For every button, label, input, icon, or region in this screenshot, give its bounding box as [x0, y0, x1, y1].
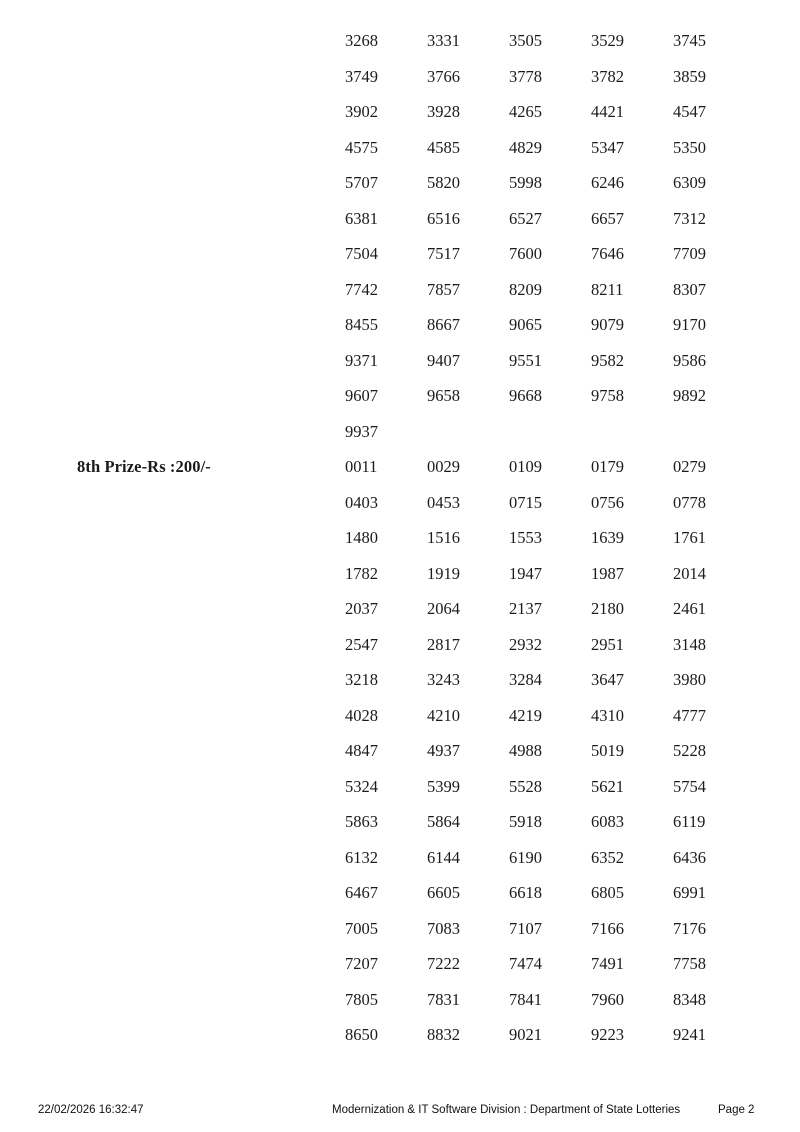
winning-number: 5350	[673, 137, 706, 157]
winning-number: 1919	[427, 563, 460, 583]
winning-number: 6083	[591, 812, 624, 831]
winning-number: 5863	[345, 812, 378, 831]
winning-number: 6436	[673, 847, 706, 867]
winning-number: 4310	[591, 705, 624, 725]
winning-number: 5324	[345, 776, 378, 796]
winning-number: 7646	[591, 244, 624, 263]
footer-datetime: 22/02/2026 16:32:47	[38, 1104, 144, 1116]
winning-number: 5228	[673, 741, 706, 760]
winning-number: 7960	[591, 989, 624, 1009]
winning-number: 7517	[427, 244, 460, 263]
winning-number: 7083	[427, 918, 460, 938]
winning-number: 4210	[427, 705, 460, 725]
winning-number: 4847	[345, 741, 378, 760]
prize-label: 8th Prize-Rs :200/-	[77, 457, 211, 476]
winning-number: 3148	[673, 634, 706, 654]
winning-number: 5864	[427, 812, 460, 831]
winning-number: 1516	[427, 528, 460, 547]
winning-number: 9937	[345, 421, 378, 441]
winning-number: 8650	[345, 1025, 378, 1044]
winning-number: 0778	[673, 492, 706, 512]
winning-number: 7600	[509, 244, 542, 263]
winning-number: 3928	[427, 102, 460, 121]
winning-number: 5707	[345, 173, 378, 192]
winning-number: 7005	[345, 918, 378, 938]
winning-number: 7491	[591, 954, 624, 973]
winning-number: 3268	[345, 31, 378, 50]
winning-number: 2932	[509, 634, 542, 654]
winning-number: 6190	[509, 847, 542, 867]
winning-number: 9021	[509, 1025, 542, 1044]
winning-number: 8667	[427, 315, 460, 334]
winning-numbers-grid	[345, 23, 800, 449]
winning-number: 3529	[591, 31, 624, 50]
winning-number: 8211	[591, 279, 624, 299]
winning-number: 5754	[673, 776, 706, 796]
page-footer	[0, 1100, 800, 1122]
winning-number: 4575	[345, 137, 378, 157]
winning-number: 6805	[591, 883, 624, 902]
winning-number: 4547	[673, 102, 706, 121]
winning-number: 0453	[427, 492, 460, 512]
prize-section	[0, 23, 800, 449]
winning-number: 9607	[345, 386, 378, 405]
winning-number: 9758	[591, 386, 624, 405]
winning-number: 1987	[591, 563, 624, 583]
winning-number: 9407	[427, 350, 460, 370]
winning-number: 3859	[673, 66, 706, 86]
winning-number: 3902	[345, 102, 378, 121]
winning-number: 9223	[591, 1025, 624, 1044]
winning-number: 3745	[673, 31, 706, 50]
winning-number: 7222	[427, 954, 460, 973]
winning-number: 6246	[591, 173, 624, 192]
winning-numbers-grid	[345, 449, 800, 1053]
winning-number: 7831	[427, 989, 460, 1009]
winning-number: 3284	[509, 670, 542, 689]
winning-number: 6605	[427, 883, 460, 902]
winning-number: 7709	[673, 244, 706, 263]
winning-number: 2461	[673, 599, 706, 618]
winning-number: 9170	[673, 315, 706, 334]
winning-number: 9551	[509, 350, 542, 370]
winning-number: 5918	[509, 812, 542, 831]
footer-division-text: Modernization & IT Software Division : Department of State Lotteries	[332, 1104, 681, 1116]
winning-number: 4028	[345, 705, 378, 725]
winning-number: 0279	[673, 457, 706, 476]
winning-number: 3766	[427, 66, 460, 86]
winning-number: 2064	[427, 599, 460, 618]
winning-number: 4777	[673, 705, 706, 725]
winning-number: 8209	[509, 279, 542, 299]
winning-number: 7176	[673, 918, 706, 938]
winning-number: 7805	[345, 989, 378, 1009]
winning-number: 6381	[345, 208, 378, 228]
winning-number: 9586	[673, 350, 706, 370]
winning-number: 6991	[673, 883, 706, 902]
winning-number: 7107	[509, 918, 542, 938]
winning-number: 1947	[509, 563, 542, 583]
winning-number: 6527	[509, 208, 542, 228]
winning-number: 8455	[345, 315, 378, 334]
winning-number: 3647	[591, 670, 624, 689]
winning-number: 4988	[509, 741, 542, 760]
winning-number: 2817	[427, 634, 460, 654]
prize-section	[0, 449, 800, 1053]
winning-number: 6467	[345, 883, 378, 902]
winning-number: 1553	[509, 528, 542, 547]
winning-number: 3980	[673, 670, 706, 689]
winning-number: 4937	[427, 741, 460, 760]
winning-number: 6352	[591, 847, 624, 867]
winning-number: 8307	[673, 279, 706, 299]
winning-number: 4829	[509, 137, 542, 157]
prize-results	[0, 23, 800, 1053]
winning-number: 3778	[509, 66, 542, 86]
winning-number: 6516	[427, 208, 460, 228]
winning-number: 5019	[591, 741, 624, 760]
winning-number: 3505	[509, 31, 542, 50]
winning-number: 2547	[345, 634, 378, 654]
winning-number: 2951	[591, 634, 624, 654]
winning-number: 9582	[591, 350, 624, 370]
winning-number: 0029	[427, 457, 460, 476]
winning-number: 9371	[345, 350, 378, 370]
winning-number: 5347	[591, 137, 624, 157]
winning-number: 2037	[345, 599, 378, 618]
winning-number: 2180	[591, 599, 624, 618]
winning-number: 2014	[673, 563, 706, 583]
winning-number: 6657	[591, 208, 624, 228]
winning-number: 1639	[591, 528, 624, 547]
winning-number: 2137	[509, 599, 542, 618]
winning-number: 0109	[509, 457, 542, 476]
winning-number: 3331	[427, 31, 460, 50]
winning-number: 1761	[673, 528, 706, 547]
winning-number: 0403	[345, 492, 378, 512]
winning-number: 5820	[427, 173, 460, 192]
winning-number: 0011	[345, 457, 378, 476]
winning-number: 3243	[427, 670, 460, 689]
winning-number: 7207	[345, 954, 378, 973]
winning-number: 7742	[345, 279, 378, 299]
winning-number: 6618	[509, 883, 542, 902]
winning-number: 1480	[345, 528, 378, 547]
winning-number: 6309	[673, 173, 706, 192]
winning-number: 9241	[673, 1025, 706, 1044]
winning-number: 0715	[509, 492, 542, 512]
winning-number: 8832	[427, 1025, 460, 1044]
winning-number: 9658	[427, 386, 460, 405]
winning-number: 7758	[673, 954, 706, 973]
winning-number: 0179	[591, 457, 624, 476]
winning-number: 0756	[591, 492, 624, 512]
winning-number: 7841	[509, 989, 542, 1009]
winning-number: 7857	[427, 279, 460, 299]
winning-number: 6132	[345, 847, 378, 867]
winning-number: 4219	[509, 705, 542, 725]
winning-number: 5528	[509, 776, 542, 796]
winning-number: 8348	[673, 989, 706, 1009]
winning-number: 6144	[427, 847, 460, 867]
winning-number: 7166	[591, 918, 624, 938]
winning-number: 7504	[345, 244, 378, 263]
winning-number: 7312	[673, 208, 706, 228]
winning-number: 7474	[509, 954, 542, 973]
winning-number: 4421	[591, 102, 624, 121]
winning-number: 5998	[509, 173, 542, 192]
winning-number: 5399	[427, 776, 460, 796]
winning-number: 4585	[427, 137, 460, 157]
winning-number: 1782	[345, 563, 378, 583]
winning-number: 9892	[673, 386, 706, 405]
winning-number: 9065	[509, 315, 542, 334]
winning-number: 3218	[345, 670, 378, 689]
winning-number: 3749	[345, 66, 378, 86]
winning-number: 5621	[591, 776, 624, 796]
winning-number: 9668	[509, 386, 542, 405]
footer-page-number: Page 2	[718, 1104, 755, 1116]
winning-number: 4265	[509, 102, 542, 121]
winning-number: 3782	[591, 66, 624, 86]
winning-number: 6119	[673, 812, 706, 831]
winning-number: 9079	[591, 315, 624, 334]
